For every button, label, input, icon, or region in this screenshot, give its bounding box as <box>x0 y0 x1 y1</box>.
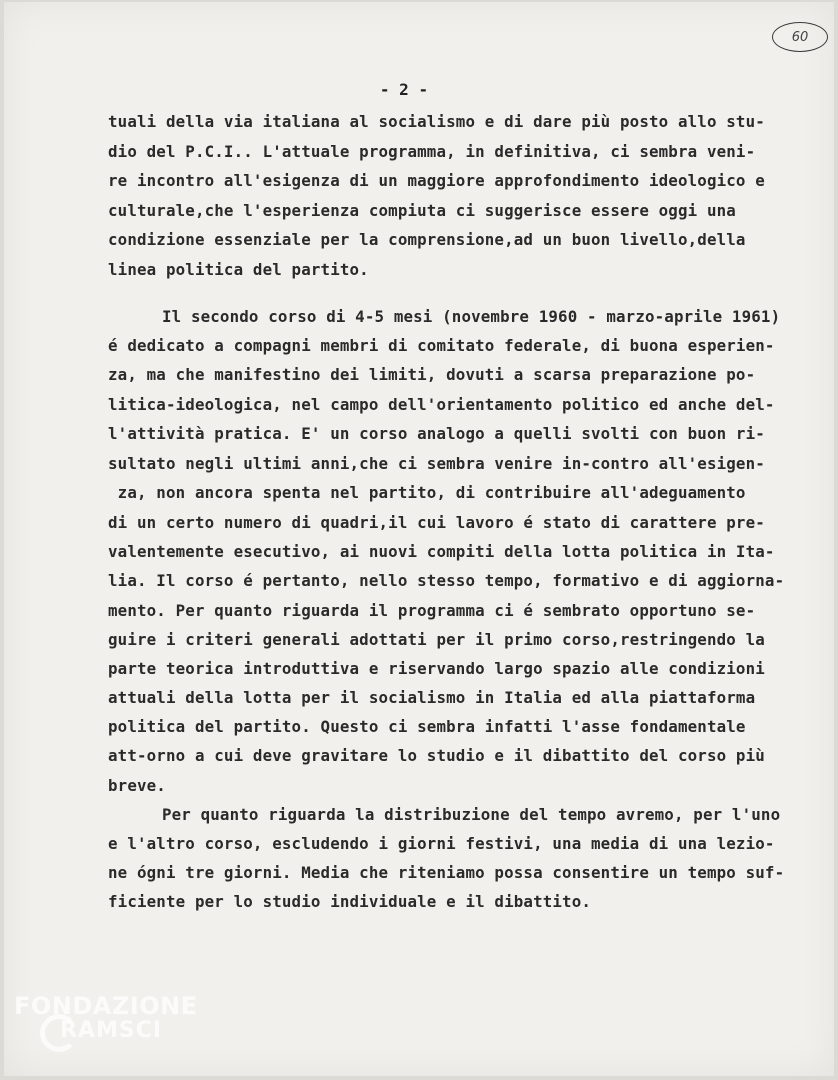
text-line: dio del P.C.I.. L'attuale programma, in definitiva, ci sembra veni- <box>108 142 756 161</box>
text-line: e l'altro corso, escludendo i giorni festivi, una media di una lezio- <box>108 834 775 853</box>
watermark-line-1: FONDAZIONE <box>14 992 198 1020</box>
text-line: breve. <box>108 776 166 795</box>
text-line: valentemente esecutivo, ai nuovi compiti della lotta politica in Ita- <box>108 542 775 561</box>
text-line: politica del partito. Questo ci sembra infatti l'asse fondamentale <box>108 717 746 736</box>
watermark-line-2: RAMSCI <box>60 1018 163 1043</box>
text-line: guire i criteri generali adottati per il primo corso,restringendo la <box>108 630 765 649</box>
folio-number-stamp: 60 <box>772 22 828 52</box>
text-line: ficiente per lo studio individuale e il dibattito. <box>108 892 592 911</box>
text-line: culturale,che l'esperienza compiuta ci suggerisce essere oggi una <box>108 201 736 220</box>
text-line: za, ma che manifestino dei limiti, dovuti a scarsa preparazione po- <box>108 365 756 384</box>
text-line: Per quanto riguarda la distribuzione del tempo avremo, per l'uno <box>104 805 781 824</box>
text-line: litica-ideologica, nel campo dell'orientamento politico ed anche del- <box>108 395 775 414</box>
text-line: l'attività pratica. E' un corso analogo a quelli svolti con buon ri- <box>108 424 765 443</box>
text-line: linea politica del partito. <box>108 260 369 279</box>
text-line: di un certo numero di quadri,il cui lavoro é stato di carattere pre- <box>108 513 765 532</box>
text-line: é dedicato a compagni membri di comitato federale, di buona esperien- <box>108 336 775 355</box>
text-line: Il secondo corso di 4-5 mesi (novembre 1960 - marzo-aprile 1961) <box>104 307 781 326</box>
page-number: - 2 - <box>379 80 429 99</box>
text-line: ne ógni tre giorni. Media che riteniamo possa consentire un tempo suf- <box>108 863 785 882</box>
text-line: mento. Per quanto riguarda il programma ci é sembrato opportuno se- <box>108 601 756 620</box>
fondazione-gramsci-watermark <box>14 992 214 1072</box>
text-line: sultato negli ultimi anni,che ci sembra venire in-contro all'esigen- <box>108 454 765 473</box>
typewritten-page <box>4 2 834 1076</box>
text-line: lia. Il corso é pertanto, nello stesso tempo, formativo e di aggiorna- <box>108 571 785 590</box>
text-line: za, non ancora spenta nel partito, di contribuire all'adeguamento <box>108 483 746 502</box>
text-line: attuali della lotta per il socialismo in Italia ed alla piattaforma <box>108 688 756 707</box>
text-line: tuali della via italiana al socialismo e di dare più posto allo stu- <box>108 112 765 131</box>
text-line: att-orno a cui deve gravitare lo studio e il dibattito del corso più <box>108 746 765 765</box>
text-line: re incontro all'esigenza di un maggiore approfondimento ideologico e <box>108 171 765 190</box>
text-line: parte teorica introduttiva e riservando largo spazio alle condizioni <box>108 659 765 678</box>
text-line: condizione essenziale per la comprensione,ad un buon livello,della <box>108 230 746 249</box>
